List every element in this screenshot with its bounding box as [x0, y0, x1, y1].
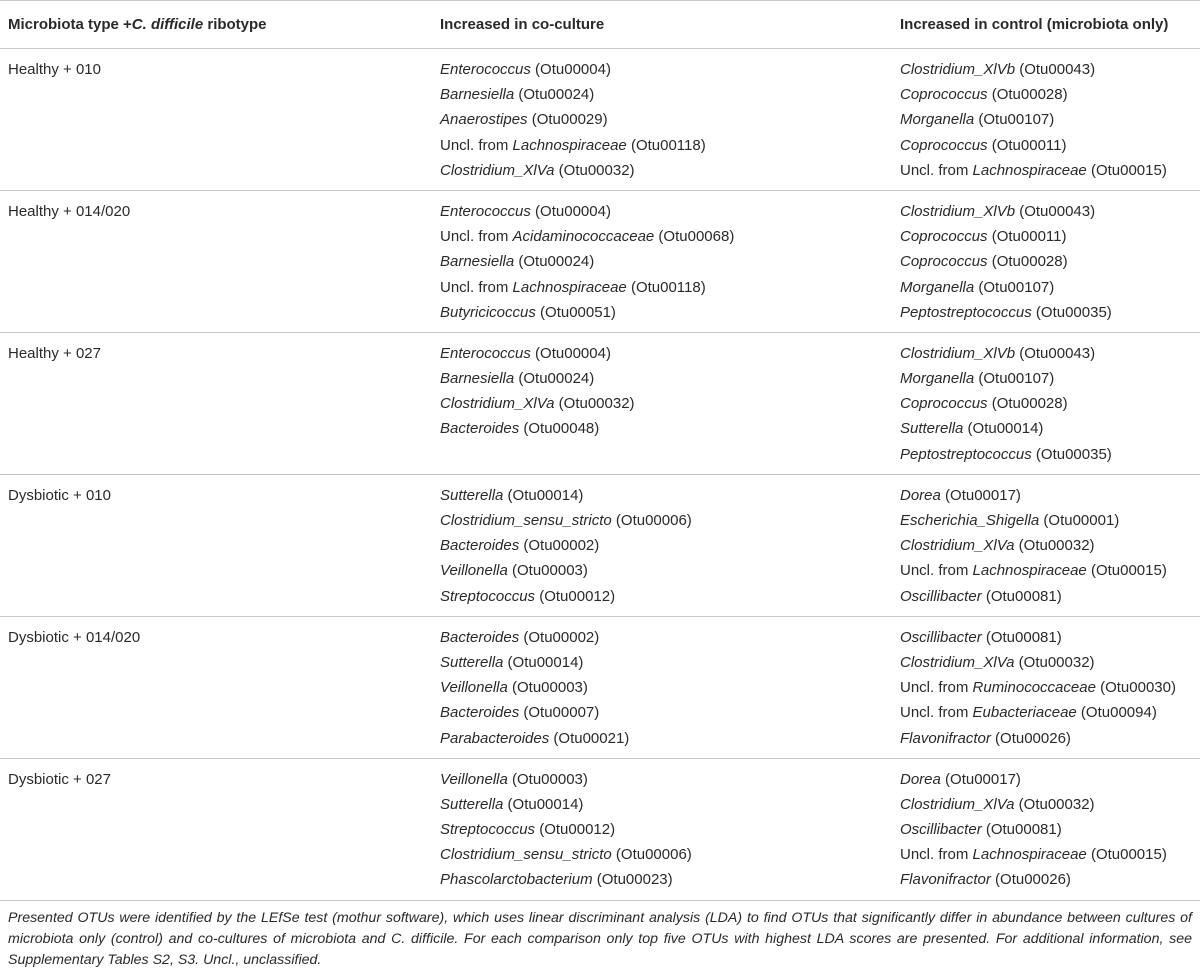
- otu-id: (Otu00048): [519, 420, 600, 438]
- control-otu: [900, 366, 1200, 391]
- otu-taxon: Coprococcus: [900, 136, 988, 154]
- otu-taxon: Anaerostipes: [440, 111, 528, 129]
- otu-id: (Otu00032): [1014, 653, 1095, 671]
- control-otu: [900, 726, 1200, 751]
- control-otu: [900, 57, 1200, 82]
- otu-taxon: Sutterella: [900, 420, 964, 438]
- otu-taxon: Dorea: [900, 770, 941, 788]
- otu-taxon: Bacteroides: [440, 537, 520, 555]
- coculture-otu: [440, 275, 880, 300]
- otu-id: (Otu00107): [974, 111, 1055, 129]
- otu-id: (Otu00011): [987, 228, 1067, 246]
- coculture-otu: [440, 842, 880, 867]
- control-cell: [880, 190, 1200, 332]
- table-footnote: Presented OTUs were identified by the LEfSe test (mothur software), which uses linear discriminant analysis (LDA) to find OTUs that significantly differ in abundance between cultures of microbiota only (control) and co-cultures of microbiota and C. difficile. For each comparison only top five OTUs with highest LDA scores are presented. For additional information, see Supplementary Tables S2, S3. Uncl., unclassified.: [8, 909, 1192, 968]
- otu-prefix: Uncl. from: [440, 278, 513, 296]
- otu-prefix: Uncl. from: [900, 704, 973, 722]
- otu-id: (Otu00004): [530, 344, 611, 362]
- otu-taxon: Clostridium_XlVa: [900, 795, 1015, 813]
- control-otu: [900, 867, 1200, 892]
- otu-id: (Otu00012): [535, 587, 616, 605]
- coculture-otu: [440, 199, 880, 224]
- otu-id: (Otu00043): [1015, 202, 1096, 220]
- otu-taxon: Bacteroides: [440, 704, 520, 722]
- otu-prefix: Uncl. from: [440, 228, 513, 246]
- control-cell: [880, 758, 1200, 900]
- otu-id: (Otu00011): [987, 136, 1067, 154]
- control-otu: [900, 584, 1200, 609]
- table-body: [0, 49, 1200, 901]
- otu-id: (Otu00107): [974, 370, 1055, 388]
- otu-id: (Otu00107): [974, 278, 1055, 296]
- otu-id: (Otu00015): [1086, 846, 1167, 864]
- coculture-otu: [440, 416, 880, 441]
- otu-taxon: Streptococcus: [440, 821, 536, 839]
- otu-id: (Otu00032): [554, 161, 635, 179]
- otu-id: (Otu00024): [514, 370, 595, 388]
- control-otu: [900, 842, 1200, 867]
- otu-id: (Otu00026): [990, 871, 1071, 889]
- otu-prefix: Uncl. from: [900, 679, 973, 697]
- coculture-otu: [440, 650, 880, 675]
- otu-taxon: Veillonella: [440, 770, 508, 788]
- control-cell: [880, 49, 1200, 191]
- otu-taxon: Clostridium_sensu_stricto: [440, 512, 612, 529]
- otu-taxon: Lachnospiraceae: [972, 161, 1087, 179]
- otu-taxon: Parabacteroides: [440, 729, 550, 747]
- otu-taxon: Escherichia_Shigella: [900, 512, 1040, 529]
- otu-taxon: Barnesiella: [440, 370, 515, 388]
- coculture-cell: [430, 190, 880, 332]
- otu-taxon: Oscillibacter: [900, 821, 982, 839]
- control-otu: [900, 341, 1200, 366]
- otu-taxon: Flavonifractor: [900, 729, 991, 747]
- otu-id: (Otu00032): [554, 395, 635, 413]
- otu-id: (Otu00035): [1031, 445, 1112, 463]
- otu-id: (Otu00007): [519, 704, 600, 722]
- row-label: [0, 474, 430, 616]
- table-row: [0, 616, 1200, 758]
- row-label: [0, 190, 430, 332]
- otu-id: (Otu00029): [527, 111, 608, 129]
- otu-taxon: Bacteroides: [440, 628, 520, 646]
- control-cell: [880, 474, 1200, 616]
- otu-taxon: Oscillibacter: [900, 587, 982, 605]
- otu-id: (Otu00032): [1014, 537, 1095, 555]
- otu-id: (Otu00024): [514, 86, 595, 104]
- otu-id: (Otu00068): [654, 228, 735, 246]
- row-label-text: Healthy + 014/020: [8, 202, 131, 220]
- table-header-row: [0, 1, 1200, 49]
- otu-taxon: Coprococcus: [900, 253, 988, 271]
- otu-prefix: Uncl. from: [900, 161, 973, 179]
- otu-id: (Otu00028): [987, 395, 1068, 413]
- control-cell: [880, 332, 1200, 474]
- control-otu: [900, 133, 1200, 158]
- row-label: [0, 616, 430, 758]
- otu-id: (Otu00012): [535, 821, 616, 839]
- coculture-otu: [440, 792, 880, 817]
- otu-id: (Otu00015): [1086, 161, 1167, 179]
- otu-id: (Otu00023): [592, 871, 673, 889]
- row-label: [0, 758, 430, 900]
- row-label-text: Dysbiotic + 014/020: [8, 628, 141, 646]
- otu-prefix: Uncl. from: [440, 136, 513, 154]
- otu-id: (Otu00014): [503, 653, 584, 671]
- otu-id: (Otu00001): [1039, 512, 1120, 529]
- coculture-otu: [440, 57, 880, 82]
- table-row: [0, 49, 1200, 191]
- table-row: [0, 758, 1200, 900]
- coculture-otu: [440, 867, 880, 892]
- coculture-otu: [440, 391, 880, 416]
- otu-id: (Otu00118): [626, 278, 706, 296]
- otu-taxon: Enterococcus: [440, 344, 531, 362]
- control-otu: [900, 533, 1200, 558]
- control-otu: [900, 700, 1200, 725]
- coculture-cell: [430, 758, 880, 900]
- header-microbiota-type: Microbiota type +C. difficile ribotype: [0, 1, 430, 49]
- coculture-otu: [440, 817, 880, 842]
- row-label-text: Healthy + 027: [8, 344, 101, 362]
- coculture-otu: [440, 558, 880, 583]
- otu-taxon: Oscillibacter: [900, 628, 982, 646]
- otu-taxon: Coprococcus: [900, 395, 988, 413]
- control-otu: [900, 107, 1200, 132]
- control-otu: [900, 675, 1200, 700]
- control-otu: [900, 391, 1200, 416]
- otu-taxon: Acidaminococcaceae: [512, 228, 655, 246]
- otu-taxon: Peptostreptococcus: [900, 303, 1032, 321]
- otu-taxon: Sutterella: [440, 653, 504, 671]
- control-otu: [900, 158, 1200, 183]
- otu-id: (Otu00051): [535, 303, 616, 321]
- table-row: [0, 332, 1200, 474]
- coculture-otu: [440, 158, 880, 183]
- otu-id: (Otu00032): [1014, 795, 1095, 813]
- coculture-otu: [440, 700, 880, 725]
- otu-taxon: Morganella: [900, 370, 975, 388]
- otu-id: (Otu00118): [626, 136, 706, 154]
- control-otu: [900, 82, 1200, 107]
- otu-taxon: Enterococcus: [440, 61, 531, 78]
- control-otu: [900, 275, 1200, 300]
- otu-id: (Otu00017): [940, 770, 1021, 788]
- coculture-otu: [440, 726, 880, 751]
- otu-id: (Otu00028): [987, 253, 1068, 271]
- coculture-otu: [440, 533, 880, 558]
- coculture-otu: [440, 625, 880, 650]
- otu-taxon: Clostridium_XlVb: [900, 202, 1016, 220]
- otu-id: (Otu00003): [507, 679, 588, 697]
- otu-taxon: Clostridium_XlVa: [900, 537, 1015, 555]
- otu-id: (Otu00028): [987, 86, 1068, 104]
- otu-id: (Otu00043): [1015, 61, 1096, 78]
- otu-id: (Otu00003): [507, 770, 588, 788]
- row-label-text: Healthy + 010: [8, 61, 101, 78]
- coculture-cell: [430, 474, 880, 616]
- otu-id: (Otu00004): [530, 61, 611, 78]
- otu-taxon: Clostridium_XlVa: [440, 161, 555, 179]
- otu-id: (Otu00014): [963, 420, 1044, 438]
- table-row: [0, 474, 1200, 616]
- coculture-otu: [440, 483, 880, 508]
- otu-taxon: Enterococcus: [440, 202, 531, 220]
- otu-taxon: Clostridium_sensu_stricto: [440, 846, 612, 864]
- otu-taxon: Barnesiella: [440, 253, 515, 271]
- control-otu: [900, 508, 1200, 533]
- coculture-otu: [440, 300, 880, 325]
- control-otu: [900, 767, 1200, 792]
- otu-taxon: Morganella: [900, 278, 975, 296]
- control-otu: [900, 442, 1200, 467]
- coculture-otu: [440, 133, 880, 158]
- otu-taxon: Ruminococcaceae: [972, 679, 1096, 697]
- control-otu: [900, 224, 1200, 249]
- otu-taxon: Flavonifractor: [900, 871, 991, 889]
- otu-taxon: Sutterella: [440, 486, 504, 504]
- row-label: [0, 49, 430, 191]
- control-otu: [900, 650, 1200, 675]
- coculture-otu: [440, 82, 880, 107]
- otu-taxon: Eubacteriaceae: [972, 704, 1077, 722]
- otu-taxon: Veillonella: [440, 562, 508, 580]
- row-label-text: Dysbiotic + 010: [8, 486, 111, 504]
- otu-id: (Otu00017): [940, 486, 1021, 504]
- control-otu: [900, 558, 1200, 583]
- otu-id: (Otu00006): [611, 512, 692, 529]
- otu-taxon: Lachnospiraceae: [972, 562, 1087, 580]
- coculture-otu: [440, 224, 880, 249]
- otu-taxon: Barnesiella: [440, 86, 515, 104]
- header-increased-coculture: Increased in co-culture: [430, 1, 880, 49]
- otu-id: (Otu00035): [1031, 303, 1112, 321]
- otu-id: (Otu00094): [1076, 704, 1157, 722]
- otu-id: (Otu00081): [981, 628, 1062, 646]
- control-otu: [900, 199, 1200, 224]
- otu-taxon: Lachnospiraceae: [512, 136, 627, 154]
- otu-id: (Otu00014): [503, 795, 584, 813]
- otu-id: (Otu00014): [503, 486, 584, 504]
- otu-id: (Otu00024): [514, 253, 595, 271]
- otu-taxon: Dorea: [900, 486, 941, 504]
- otu-id: (Otu00015): [1086, 562, 1167, 580]
- coculture-cell: [430, 616, 880, 758]
- coculture-cell: [430, 332, 880, 474]
- otu-taxon: Lachnospiraceae: [972, 846, 1087, 864]
- otu-taxon: Streptococcus: [440, 587, 536, 605]
- control-otu: [900, 483, 1200, 508]
- otu-taxon: Clostridium_XlVa: [440, 395, 555, 413]
- header-increased-control: Increased in control (microbiota only): [880, 1, 1200, 49]
- otu-taxon: Morganella: [900, 111, 975, 129]
- otu-taxon: Bacteroides: [440, 420, 520, 438]
- otu-prefix: Uncl. from: [900, 562, 973, 580]
- control-otu: [900, 300, 1200, 325]
- otu-id: (Otu00043): [1015, 344, 1096, 362]
- coculture-otu: [440, 107, 880, 132]
- otu-id: (Otu00003): [507, 562, 588, 580]
- control-otu: [900, 416, 1200, 441]
- otu-taxon: Clostridium_XlVb: [900, 61, 1016, 78]
- coculture-otu: [440, 675, 880, 700]
- control-otu: [900, 792, 1200, 817]
- table-row: [0, 190, 1200, 332]
- otu-id: (Otu00006): [611, 846, 692, 864]
- control-otu: [900, 249, 1200, 274]
- otu-id: (Otu00081): [981, 587, 1062, 605]
- otu-taxon: Lachnospiraceae: [512, 278, 627, 296]
- otu-id: (Otu00002): [519, 537, 600, 555]
- otu-prefix: Uncl. from: [900, 846, 973, 864]
- otu-id: (Otu00030): [1095, 679, 1176, 697]
- otu-taxon: Sutterella: [440, 795, 504, 813]
- control-cell: [880, 616, 1200, 758]
- row-label: [0, 332, 430, 474]
- coculture-otu: [440, 584, 880, 609]
- otu-taxon: Peptostreptococcus: [900, 445, 1032, 463]
- control-otu: [900, 625, 1200, 650]
- coculture-cell: [430, 49, 880, 191]
- otu-taxon: Butyricicoccus: [440, 303, 536, 321]
- otu-id: (Otu00002): [519, 628, 600, 646]
- otu-taxon: Coprococcus: [900, 86, 988, 104]
- otu-id: (Otu00021): [549, 729, 630, 747]
- otu-taxon: Coprococcus: [900, 228, 988, 246]
- row-label-text: Dysbiotic + 027: [8, 770, 111, 788]
- otu-taxon: Clostridium_XlVa: [900, 653, 1015, 671]
- otu-taxon: Phascolarctobacterium: [440, 871, 593, 889]
- coculture-otu: [440, 767, 880, 792]
- otu-id: (Otu00026): [990, 729, 1071, 747]
- coculture-otu: [440, 366, 880, 391]
- coculture-otu: [440, 341, 880, 366]
- otu-taxon: Veillonella: [440, 679, 508, 697]
- otu-id: (Otu00004): [530, 202, 611, 220]
- coculture-otu: [440, 249, 880, 274]
- control-otu: [900, 817, 1200, 842]
- coculture-otu: [440, 508, 880, 533]
- otu-id: (Otu00081): [981, 821, 1062, 839]
- otu-taxon: Clostridium_XlVb: [900, 344, 1016, 362]
